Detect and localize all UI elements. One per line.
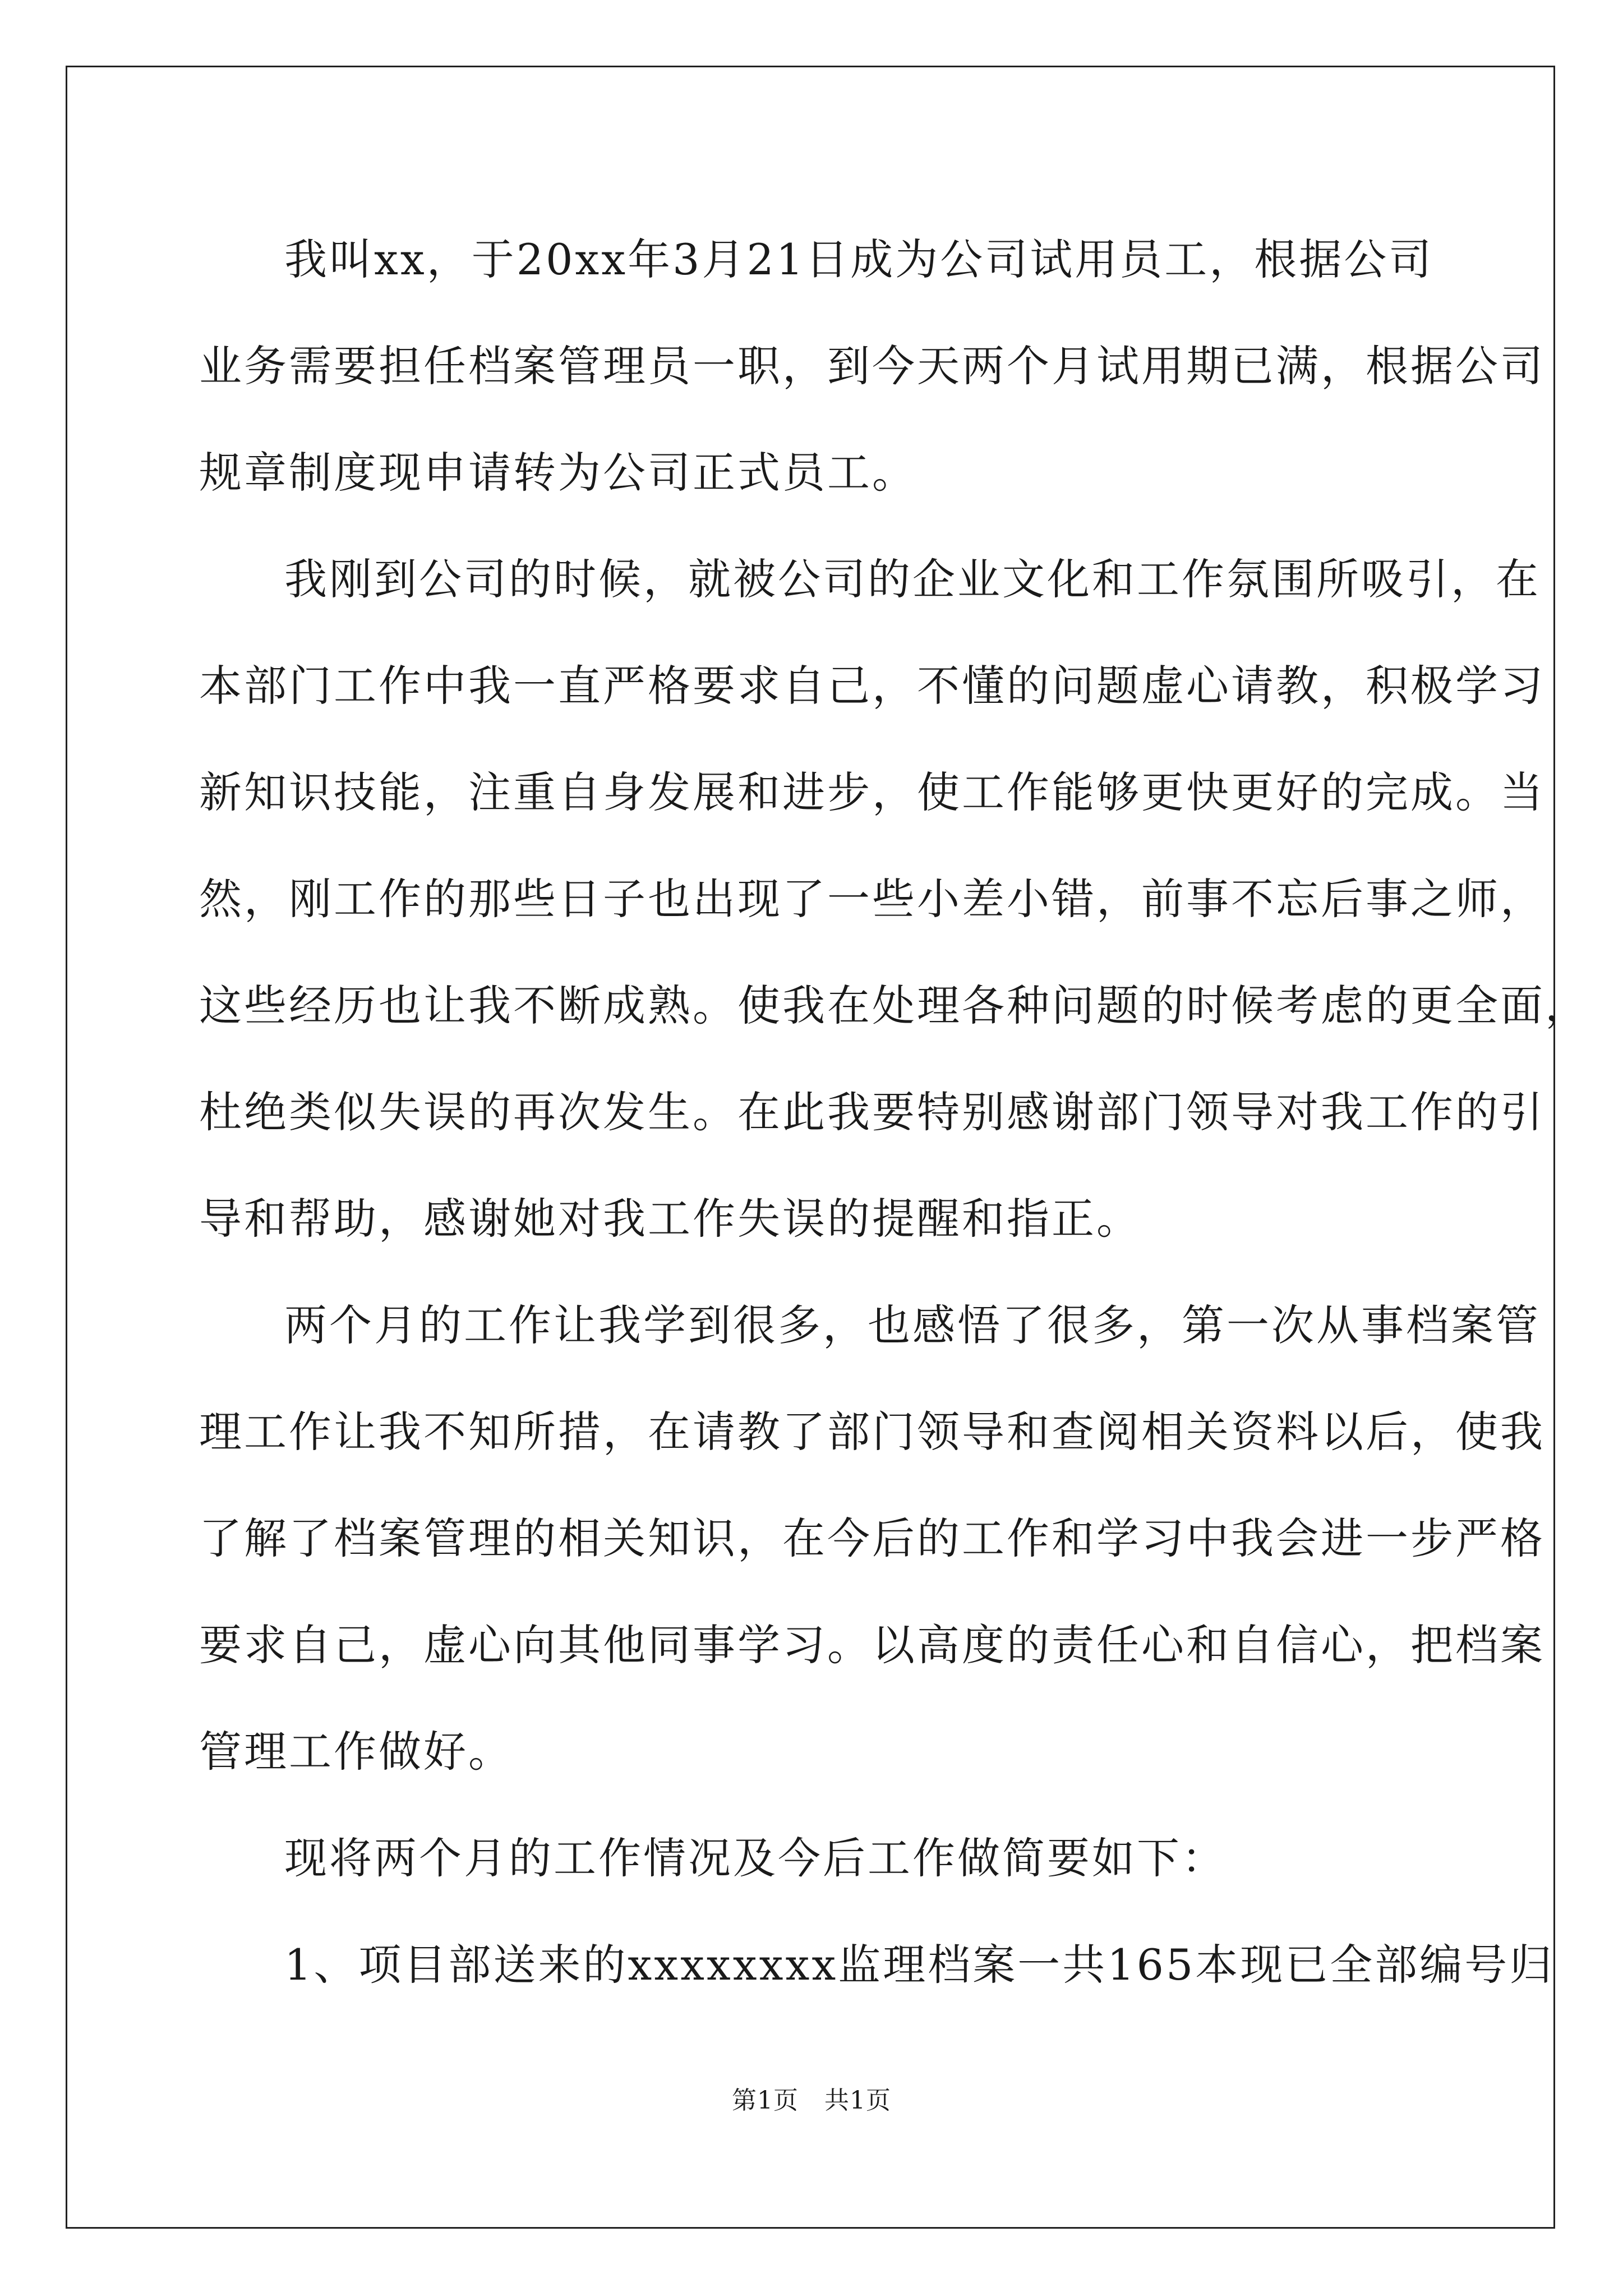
document-body <box>199 206 1590 2018</box>
text-line: 这些经历也让我不断成熟。使我在处理各种问题的时候考虑的更全面， <box>199 981 1590 1030</box>
page-number-total: 共1页 <box>824 2086 891 2115</box>
text-line: 了解了档案管理的相关知识，在今后的工作和学习中我会进一步严格 <box>199 1513 1545 1563</box>
text-line: 本部门工作中我一直严格要求自己，不懂的问题虚心请教，积极学习 <box>199 661 1545 711</box>
text-line: 理工作让我不知所措，在请教了部门领导和查阅相关资料以后，使我 <box>199 1407 1545 1457</box>
page-number-current: 第1页 <box>732 2086 799 2115</box>
text-line: 我叫xx，于20xx年3月21日成为公司试用员工，根据公司 <box>284 234 1434 284</box>
page-footer <box>0 2084 1623 2118</box>
text-line: 我刚到公司的时候，就被公司的企业文化和工作氛围所吸引，在 <box>284 554 1541 604</box>
text-line: 要求自己，虚心向其他同事学习。以高度的责任心和自信心，把档案 <box>199 1620 1545 1670</box>
text-line: 业务需要担任档案管理员一职，到今天两个月试用期已满，根据公司 <box>199 341 1545 391</box>
text-line: 导和帮助，感谢她对我工作失误的提醒和指正。 <box>199 1194 1141 1244</box>
text-line: 然，刚工作的那些日子也出现了一些小差小错，前事不忘后事之师， <box>199 874 1545 924</box>
text-line: 两个月的工作让我学到很多，也感悟了很多，第一次从事档案管 <box>284 1300 1541 1350</box>
text-line: 1、项目部送来的xxxxxxxx监理档案一共165本现已全部编号归 <box>284 1940 1555 1990</box>
text-line: 管理工作做好。 <box>199 1727 513 1777</box>
text-line: 规章制度现申请转为公司正式员工。 <box>199 448 917 498</box>
text-line: 现将两个月的工作情况及今后工作做简要如下： <box>284 1833 1227 1883</box>
text-line: 杜绝类似失误的再次发生。在此我要特别感谢部门领导对我工作的引 <box>199 1087 1545 1137</box>
text-line: 新知识技能，注重自身发展和进步，使工作能够更快更好的完成。当 <box>199 767 1545 817</box>
